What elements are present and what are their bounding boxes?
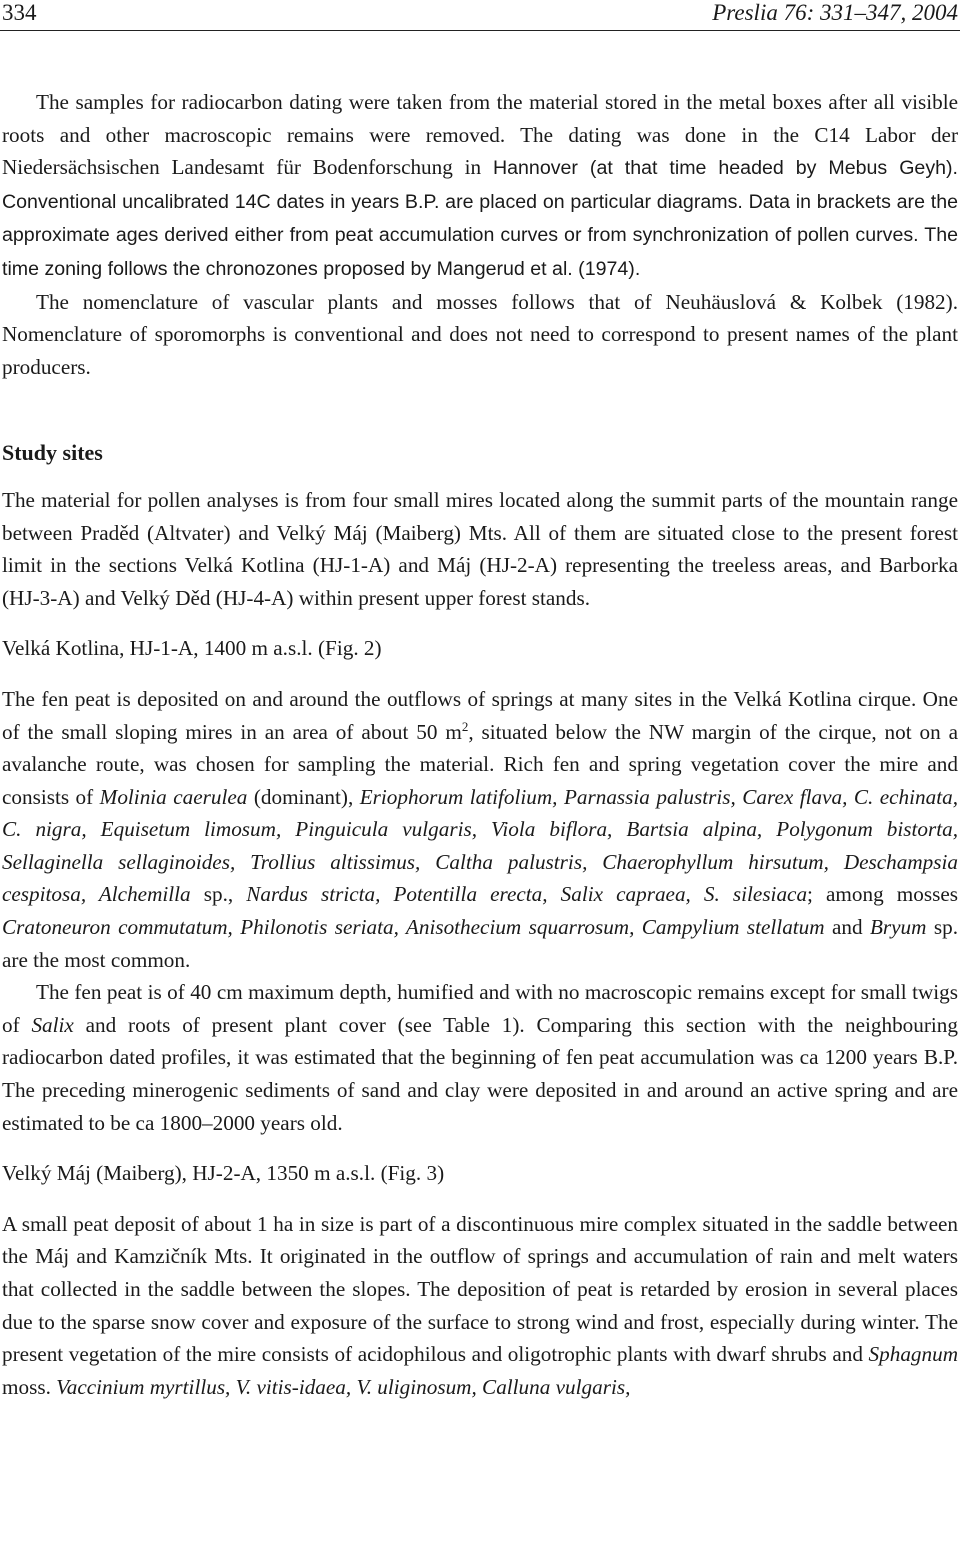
text-run: ; among mosses xyxy=(807,882,958,907)
study-sites-paragraph: The material for pollen analyses is from four small mires located along the summit parts of the mountain range between Praděd (Altvater) and Velký Máj (Maiberg) Mts. All of them are situated close to the present forest limit in the sections Velká Kotlina (HJ-1-A) and Máj (HJ-2-A) representing the treeless areas, and Barborka (HJ-3-A) and Velký Děd (HJ-4-A) within present upper forest stands. xyxy=(2,487,958,610)
text-run: moss. xyxy=(2,1374,57,1399)
methods-text-sans: Hannover (at that time headed by Mebus Geyh). Conventional uncalibrated 14C dates in years B.P. are placed on particular diagrams. Data in brackets are the approximate ages derived either from peat accumulation curves or from synchronization of pollen curves. The time zoning follows the chronozones proposed by Mangerud et al. (1974). xyxy=(2,157,958,280)
section-heading-study-sites: Study sites xyxy=(2,440,103,466)
text-run: sp., xyxy=(190,882,247,907)
subsection-heading-velky-maj: Velký Máj (Maiberg), HJ-2-A, 1350 m a.s.l. (Fig. 3) xyxy=(2,1161,445,1186)
text-run: A small peat deposit of about 1 ha in size is part of a discontinuous mire complex situated in the saddle between the Máj and Kamzičník Mts. It originated in the outflow of springs and accumulation of rain and melt waters that collected in the saddle between the slopes. The deposition of peat is retarded by erosion in several places due to the sparse snow cover and exposure of the surface to strong wind and frost, especially during winter. The present vegetation of the mire consists of acidophilous and oligotrophic plants with dwarf shrubs and xyxy=(2,1211,958,1367)
text-run: The fen peat is deposited on and around the outflows of springs at many sites in the Velká Kotlina cirque. One of the small sloping mires in an area of about 50 m xyxy=(2,686,958,744)
subsection-spacer xyxy=(2,1139,958,1157)
section-spacer xyxy=(2,383,958,437)
heading-spacer xyxy=(2,470,958,484)
subsection-heading-velka-kotlina: Velká Kotlina, HJ-1-A, 1400 m a.s.l. (Fig. 2) xyxy=(2,636,382,661)
page-number: 334 xyxy=(2,0,37,25)
species-name: Sphagnum xyxy=(868,1342,958,1367)
text-run: sp. are the most common. xyxy=(2,915,959,972)
methods-text-serif: The samples for radiocarbon dating were taken from the material stored in the metal boxes after all visible roots and other macroscopic remains were removed. The dating was done in the C14 Labor der Niedersächsischen Landesamt für Bodenforschung in xyxy=(2,90,958,180)
methods-paragraph-1 xyxy=(2,86,958,286)
text-run: The fen peat is of 40 cm maximum depth, humified and with no macroscopic remains except for small twigs of xyxy=(2,980,958,1037)
species-list: Nardus stricta, Potentilla erecta, Salix capraea, S. silesiaca xyxy=(246,882,808,907)
species-list: Eriophorum latifolium, Parnassia palustris, Carex flava, C. echinata, C. nigra, Equisetum limosum, Pinguicula vulgaris, Viola biflora, Bartsia alpina, Polygonum bistorta, Sellaginella sellaginoides, Trollius altissimus, Caltha palustris, Chaerophyllum hirsutum, Deschampsia cespitosa, Alchemilla xyxy=(2,784,958,907)
running-header xyxy=(0,0,960,31)
species-name: Salix xyxy=(31,1012,74,1037)
text-run: and xyxy=(824,915,870,940)
subsection-spacer xyxy=(2,614,958,632)
article-body xyxy=(2,86,958,1403)
velky-maj-paragraph-1 xyxy=(2,1208,958,1404)
moss-list: Cratoneuron commutatum, Philonotis seriata, Anisothecium squarrosum, Campylium stellatum xyxy=(2,915,825,940)
text-run: , situated below the NW margin of the cirque, not on a avalanche route, was chosen for sampling the material. Rich fen and spring vegetation cover the mire and consists of xyxy=(2,719,958,809)
subheading-spacer xyxy=(2,1190,958,1208)
text-run: (dominant), xyxy=(247,784,360,809)
journal-citation: Preslia 76: 331–347, 2004 xyxy=(712,0,958,25)
species-name: Molinia caerulea xyxy=(99,784,248,809)
species-list: Vaccinium myrtillus, V. vitis-idaea, V. uliginosum, Calluna vulgaris, xyxy=(56,1374,631,1399)
text-run: and roots of present plant cover (see Table 1). Comparing this section with the neighbouring radiocarbon dated profiles, it was estimated that the beginning of fen peat accumulation was ca 1200 years B.P. The preceding minerogenic sediments of sand and clay were deposited in and around an active spring and are estimated to be ca 1800–2000 years old. xyxy=(2,1012,958,1135)
superscript: 2 xyxy=(461,718,469,734)
velka-kotlina-paragraph-2 xyxy=(2,976,958,1139)
velka-kotlina-paragraph-1 xyxy=(2,683,958,976)
subheading-spacer xyxy=(2,665,958,683)
methods-paragraph-2: The nomenclature of vascular plants and mosses follows that of Neuhäuslová & Kolbek (1982). Nomenclature of sporomorphs is conventional and does not need to correspond to present names of the plant producers. xyxy=(2,289,958,379)
species-name: Bryum xyxy=(869,915,927,940)
